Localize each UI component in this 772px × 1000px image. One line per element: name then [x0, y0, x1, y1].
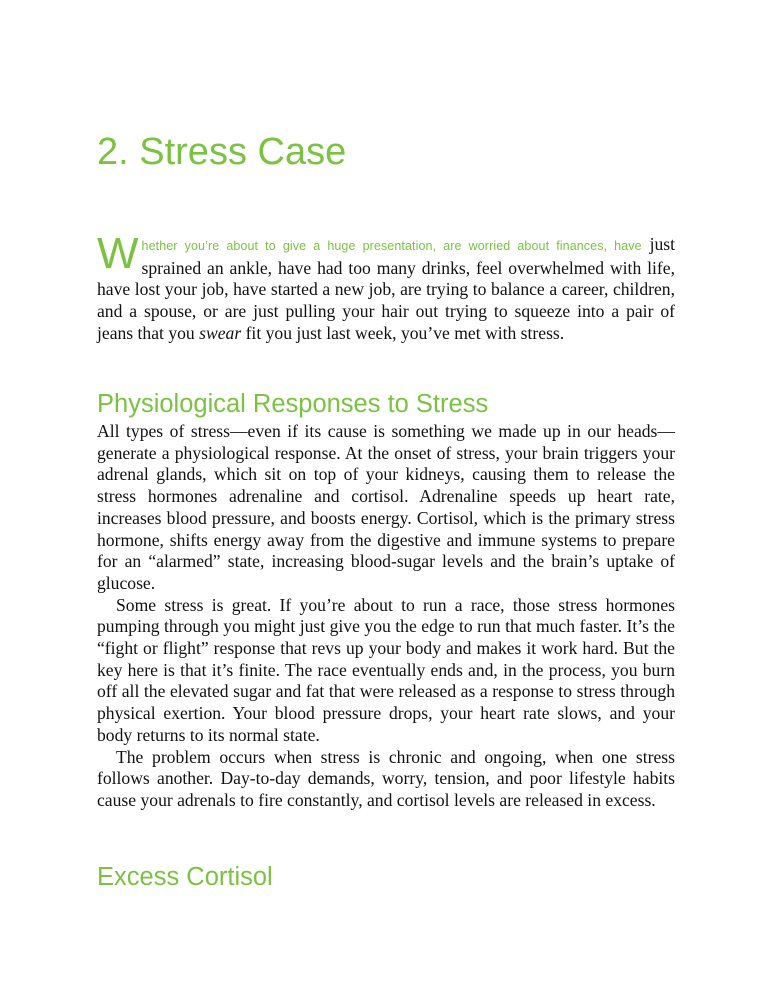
section-body-physiological [97, 421, 675, 812]
intro-paragraph [97, 229, 675, 345]
drop-cap: W [97, 229, 139, 278]
section-heading-excess-cortisol: Excess Cortisol [97, 863, 273, 891]
intro-text-part-1: just sprained an ankle, have had too many drinks, feel overwhelmed with life, have lost your job, have started a new job, are trying to balance a career, children, and a spouse, or are just pulling your hair out trying to squeeze into a pair of jeans that you [97, 234, 675, 343]
intro-lead-in: hether you’re about to give a huge presentation, are worried about finances, have [141, 239, 642, 253]
body-paragraph: The problem occurs when stress is chronic and ongoing, when one stress follows another. Day-to-day demands, worry, tension, and poor lifestyle habits cause your adrenals to fire constantly, and cortisol levels are released in excess. [97, 746, 675, 810]
body-paragraph: Some stress is great. If you’re about to run a race, those stress hormones pumping through you might just give you the edge to run that much faster. It’s the “fight or flight” response that revs up your body and makes it work hard. But the key here is that it’s finite. The race eventually ends and, in the process, you burn off all the elevated sugar and fat that were released as a response to stress through physical exertion. Your blood pressure drops, your heart rate slows, and your body returns to its normal state. [97, 594, 675, 745]
intro-text-part-2: fit you just last week, you’ve met with stress. [241, 322, 565, 343]
section-heading-physiological: Physiological Responses to Stress [97, 390, 489, 418]
body-paragraph: All types of stress—even if its cause is something we made up in our heads—generate a physiological response. At the onset of stress, your brain triggers your adrenal glands, which sit on top of your kidneys, causing them to release the stress hormones adrenaline and cortisol. Adrenaline speeds up heart rate, increases blood pressure, and boosts energy. Cortisol, which is the primary stress hormone, shifts energy away from the digestive and immune systems to prepare for an “alarmed” state, increasing blood-sugar levels and the brain’s uptake of glucose. [97, 421, 675, 593]
intro-emphasis: swear [199, 322, 242, 343]
chapter-title: 2. Stress Case [97, 131, 347, 173]
